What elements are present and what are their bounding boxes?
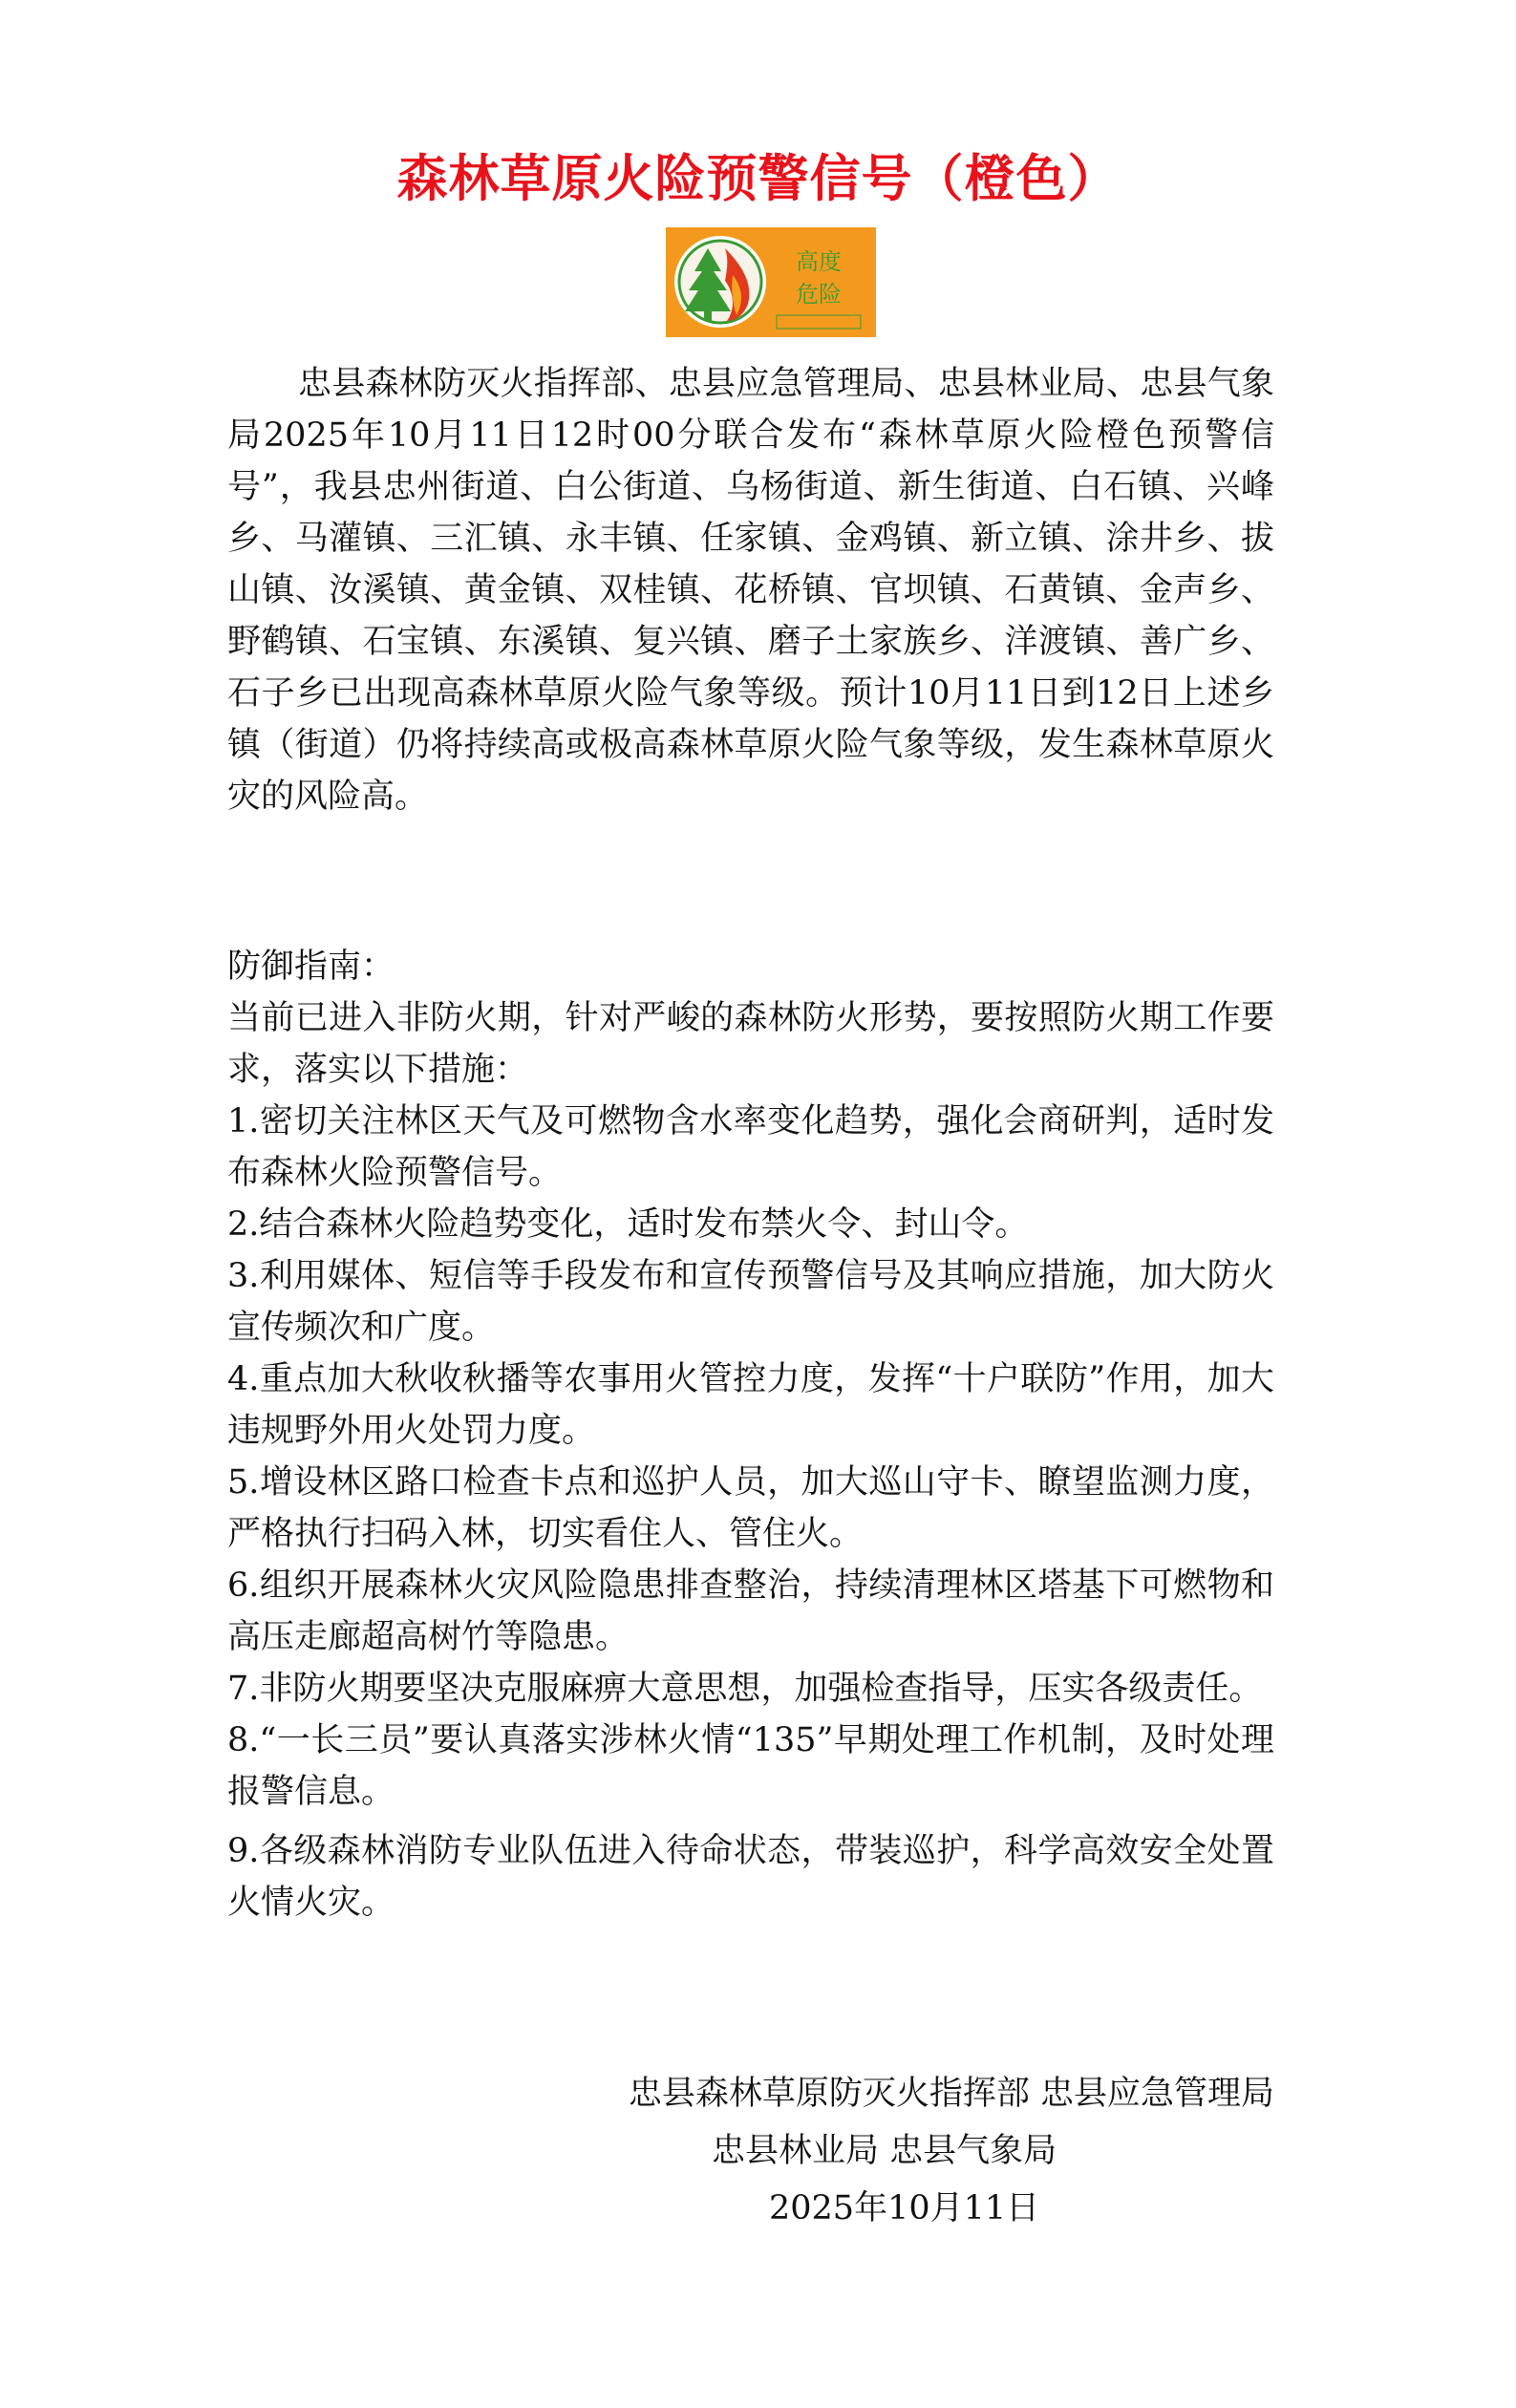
guide-item-1: 1.密切关注林区天气及可燃物含水率变化趋势，强化会商研判，适时发布森林火险预警信号。 — [227, 1102, 1274, 1192]
guide-item-9: 9.各级森林消防专业队伍进入待命状态，带装巡护，科学高效安全处置火情火灾。 — [227, 1832, 1274, 1922]
guide-item-5: 5.增设林区路口检查卡点和巡护人员，加大巡山守卡、瞭望监测力度，严格执行扫码入林，切实看住人、管住火。 — [227, 1463, 1274, 1553]
guide-item-2: 2.结合森林火险趋势变化，适时发布禁火令、封山令。 — [227, 1205, 1029, 1244]
document-title: 森林草原火险预警信号（橙色） — [396, 149, 1120, 208]
intro-text: 忠县森林防灭火指挥部、忠县应急管理局、忠县林业局、忠县气象局2025年10月11日12时00分联合发布“森林草原火险橙色预警信号”，我县忠州街道、白公街道、乌杨街道、新生街道、白石镇、兴峰乡、马灌镇、三汇镇、永丰镇、任家镇、金鸡镇、新立镇、涂井乡、拔山镇、汝溪镇、黄金镇、双桂镇、花桥镇、官坝镇、石黄镇、金声乡、野鹤镇、石宝镇、东溪镇、复兴镇、磨子土家族乡、洋渡镇、善广乡、石子乡已出现高森林草原火险气象等级。预计10月11日到12日上述乡镇（街道）仍将持续高或极高森林草原火险气象等级，发生森林草原火灾的风险高。 — [227, 365, 1274, 816]
guide-item-8: 8.“一长三员”要认真落实涉林火情“135”早期处理工作机制，及时处理报警信息。 — [227, 1721, 1274, 1811]
guide-item-4: 4.重点加大秋收秋播等农事用火管控力度，发挥“十户联防”作用，加大违规野外用火处罚力度。 — [227, 1360, 1274, 1450]
signature-issuers-line1: 忠县森林草原防灭火指挥部 忠县应急管理局 — [628, 2075, 1274, 2113]
logo-text-line1: 高度 — [796, 248, 842, 275]
guide-lead: 当前已进入非防火期，针对严峻的森林防火形势，要按照防火期工作要求，落实以下措施： — [227, 999, 1274, 1089]
guide-item-7: 7.非防火期要坚决克服麻痹大意思想，加强检查指导，压实各级责任。 — [227, 1670, 1263, 1708]
guide-item-3: 3.利用媒体、短信等手段发布和宣传预警信号及其响应措施，加大防火宣传频次和广度。 — [227, 1257, 1274, 1347]
orange-fire-warning-icon — [666, 227, 876, 337]
signature-date: 2025年10月11日 — [769, 2189, 1040, 2227]
guide-item-6: 6.组织开展森林火灾风险隐患排查整治，持续清理林区塔基下可燃物和高压走廊超高树竹等隐患。 — [227, 1566, 1274, 1656]
signature-issuers-line2: 忠县林业局 忠县气象局 — [712, 2132, 1057, 2170]
defense-guide — [227, 941, 1274, 1929]
logo-text-line2: 危险 — [796, 281, 842, 308]
intro-paragraph — [227, 358, 1274, 822]
guide-heading: 防御指南： — [227, 948, 395, 986]
